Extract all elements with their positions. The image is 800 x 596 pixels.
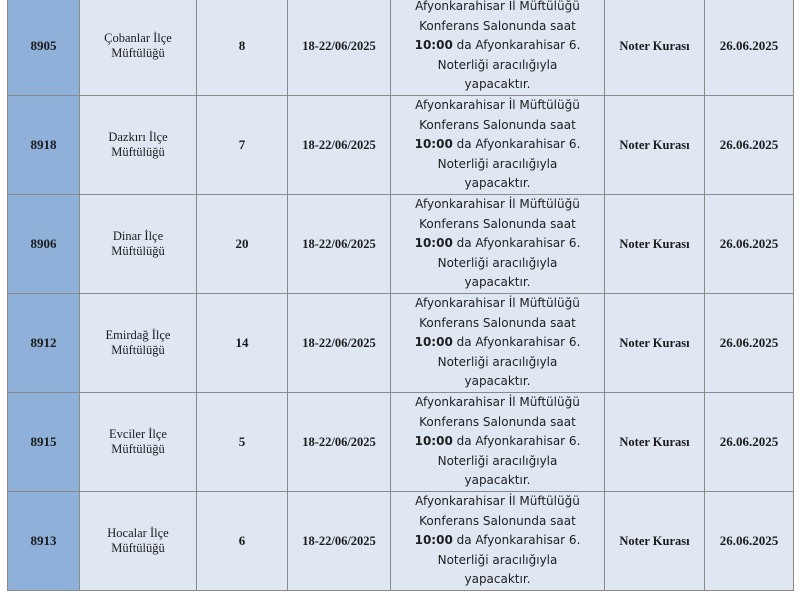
office-name-line: Müftülüğü [111,145,165,159]
description-line: da Afyonkarahisar 6. [452,434,581,449]
office-name-line: Müftülüğü [111,46,165,60]
table-body [8,0,794,591]
draw-type: Noter Kurası [605,96,705,195]
announcement-table [7,0,794,591]
description-line: da Afyonkarahisar 6. [452,38,581,53]
description-line: Afyonkarahisar İl Müftülüğü [415,296,580,311]
description-line: da Afyonkarahisar 6. [452,137,581,152]
table-row [8,195,794,294]
office-name [80,492,197,591]
office-name-line: Çobanlar İlçe [104,31,172,45]
draw-type: Noter Kurası [605,492,705,591]
description-line: yapacaktır. [464,176,531,191]
draw-time: 10:00 [414,533,453,548]
table-row [8,294,794,393]
description-line: Konferans Salonunda saat [419,315,576,330]
draw-description [391,393,605,492]
date-range: 18-22/06/2025 [288,492,391,591]
description-line: Noterliği aracılığıyla [437,255,558,270]
office-name-line: Müftülüğü [111,442,165,456]
description-line: Noterliği aracılığıyla [437,552,558,567]
quota-count: 6 [197,492,288,591]
office-name-line: Müftülüğü [111,244,165,258]
table-row [8,492,794,591]
draw-time: 10:00 [414,434,453,449]
office-name [80,96,197,195]
description-line: Konferans Salonunda saat [419,414,576,429]
date-range: 18-22/06/2025 [288,195,391,294]
office-name-line: Dinar İlçe [112,229,164,243]
office-name-line: Dazkırı İlçe [108,130,168,144]
draw-description [391,195,605,294]
draw-date: 26.06.2025 [705,96,794,195]
draw-time: 10:00 [414,38,453,53]
description-line: da Afyonkarahisar 6. [452,335,581,350]
office-name [80,0,197,96]
office-name [80,393,197,492]
draw-description [391,492,605,591]
date-range: 18-22/06/2025 [288,393,391,492]
quota-count: 20 [197,195,288,294]
quota-count: 8 [197,0,288,96]
description-line: da Afyonkarahisar 6. [452,533,581,548]
position-code: 8918 [8,96,80,195]
date-range: 18-22/06/2025 [288,294,391,393]
description-line: yapacaktır. [464,77,531,92]
draw-time: 10:00 [414,335,453,350]
draw-date: 26.06.2025 [705,393,794,492]
position-code: 8905 [8,0,80,96]
quota-count: 7 [197,96,288,195]
description-line: Konferans Salonunda saat [419,18,576,33]
description-line: Noterliği aracılığıyla [437,354,558,369]
table-row [8,96,794,195]
draw-date: 26.06.2025 [705,195,794,294]
description-line: Konferans Salonunda saat [419,117,576,132]
quota-count: 14 [197,294,288,393]
draw-date: 26.06.2025 [705,294,794,393]
description-line: Konferans Salonunda saat [419,216,576,231]
description-line: Noterliği aracılığıyla [437,453,558,468]
date-range: 18-22/06/2025 [288,0,391,96]
position-code: 8915 [8,393,80,492]
table-row [8,393,794,492]
description-line: Noterliği aracılığıyla [437,57,558,72]
description-line: yapacaktır. [464,275,531,290]
office-name-line: Emirdağ İlçe [105,328,171,342]
draw-description [391,0,605,96]
draw-time: 10:00 [414,236,453,251]
draw-description [391,96,605,195]
draw-date: 26.06.2025 [705,492,794,591]
position-code: 8912 [8,294,80,393]
description-line: Afyonkarahisar İl Müftülüğü [415,0,580,14]
office-name [80,195,197,294]
office-name-line: Hocalar İlçe [107,526,169,540]
position-code: 8906 [8,195,80,294]
office-name-line: Evciler İlçe [109,427,167,441]
description-line: Noterliği aracılığıyla [437,156,558,171]
description-line: da Afyonkarahisar 6. [452,236,581,251]
description-line: yapacaktır. [464,473,531,488]
description-line: Afyonkarahisar İl Müftülüğü [415,197,580,212]
description-line: Afyonkarahisar İl Müftülüğü [415,395,580,410]
quota-count: 5 [197,393,288,492]
draw-date: 26.06.2025 [705,0,794,96]
table-row [8,0,794,96]
office-name-line: Müftülüğü [111,343,165,357]
office-name-line: Müftülüğü [111,541,165,555]
office-name [80,294,197,393]
date-range: 18-22/06/2025 [288,96,391,195]
draw-time: 10:00 [414,137,453,152]
draw-type: Noter Kurası [605,0,705,96]
description-line: Konferans Salonunda saat [419,513,576,528]
draw-type: Noter Kurası [605,195,705,294]
position-code: 8913 [8,492,80,591]
draw-description [391,294,605,393]
description-line: yapacaktır. [464,374,531,389]
description-line: Afyonkarahisar İl Müftülüğü [415,98,580,113]
description-line: yapacaktır. [464,572,531,587]
description-line: Afyonkarahisar İl Müftülüğü [415,494,580,509]
draw-type: Noter Kurası [605,393,705,492]
draw-type: Noter Kurası [605,294,705,393]
